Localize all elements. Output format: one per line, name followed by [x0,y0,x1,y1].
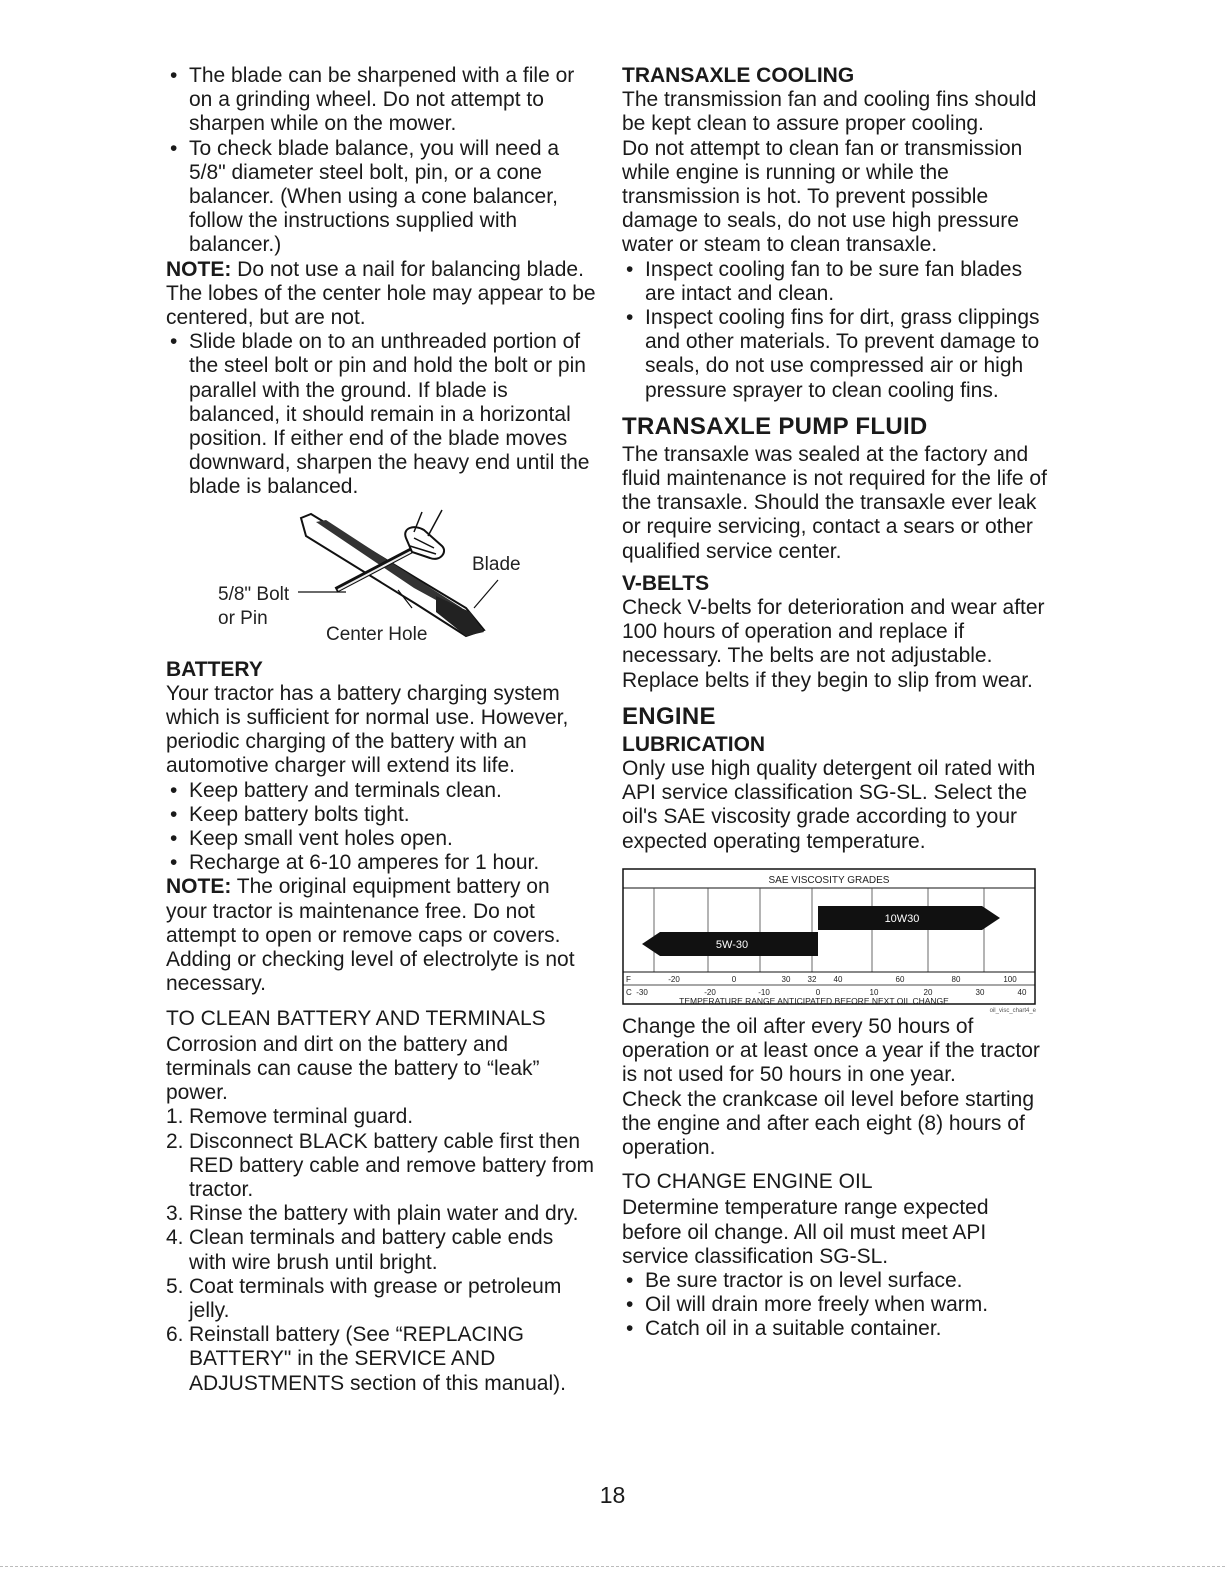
note-text: Do not use a nail for balancing blade. The lobes of the center hole may appear to be centered, but are not. [166,257,596,330]
bullet-item: • Oil will drain more freely when warm. [622,1293,1052,1317]
f-tick: 60 [895,974,905,984]
viscosity-chart-graphic [622,868,1036,1005]
blade-balance-figure [166,508,596,658]
numbered-step [166,1130,596,1203]
step-number: 3. [166,1202,184,1226]
chart-code: oil_visc_chart4_e [989,1007,1036,1014]
note-paragraph [166,258,596,331]
f-tick: 40 [833,974,843,984]
clean-paragraph: Corrosion and dirt on the battery and terminals can cause the battery to “leak” power. [166,1032,540,1105]
label-center-hole: Center Hole [326,623,428,645]
c-tick: -10 [758,987,770,997]
note-paragraph [166,875,596,996]
chart-title: SAE VISCOSITY GRADES [768,874,890,886]
section-heading-lubrication: LUBRICATION [622,732,766,756]
section-heading-engine: ENGINE [622,702,716,730]
change-paragraph: Determine temperature range expected before oil change. All oil must meet API service classification SG-SL. [622,1196,989,1268]
label-bolt: 5/8" Bolt [218,583,290,605]
bar-10w30-label: 10W30 [884,912,920,925]
transaxle-cooling-paragraph: Do not attempt to clean fan or transmission while engine is running or while the transmission is hot. To prevent possible damage to seals, do not use high pressure water or steam to clean transaxle. [622,136,1023,257]
transaxle-cooling-paragraph: The transmission fan and cooling fins should be kept clean to assure proper cooling. [622,88,1037,136]
bullet-item: • Keep small vent holes open. [166,827,596,851]
bottom-divider [0,1566,1225,1567]
c-tick: 20 [923,987,933,997]
right-column [622,64,1052,1342]
section-heading-vbelts: V-BELTS [622,571,710,595]
bullet-item: • Inspect cooling fan to be sure fan blades are intact and clean. [622,258,1052,306]
battery-paragraph: Your tractor has a battery charging system which is sufficient for normal use. However, periodic charging of the battery with an automotive charger will extend its life. [166,681,569,778]
bullet-item: • The blade can be sharpened with a file or on a grinding wheel. Do not attempt to sharpen while on the mower. [166,64,596,137]
section-heading-pump-fluid: TRANSAXLE PUMP FLUID [622,412,928,440]
bullet-item: • Catch oil in a suitable container. [622,1317,1052,1341]
lubrication-paragraph: Only use high quality detergent oil rated with API service classification SG-SL. Select the oil's SAE viscosity grade according to your expected operating temperature. [622,757,1036,853]
step-number: 6. [166,1323,184,1347]
step-number: 2. [166,1129,184,1153]
numbered-step [166,1275,596,1323]
c-label: C [626,987,632,997]
step-text: Reinstall battery (See “REPLACING BATTERY" in the SERVICE AND ADJUSTMENTS section of this manual). [189,1323,566,1395]
section-heading-clean-battery: TO CLEAN BATTERY AND TERMINALS [166,1006,546,1030]
bullet-item: • Be sure tractor is on level surface. [622,1269,1052,1293]
viscosity-chart [622,868,1036,1005]
c-tick: 40 [1017,987,1027,997]
bullet-item: • Keep battery and terminals clean. [166,779,596,803]
step-text: Rinse the battery with plain water and dry. [189,1202,579,1226]
note-label: NOTE: [166,257,232,281]
numbered-step [166,1323,596,1396]
bullet-item: • To check blade balance, you will need a 5/8" diameter steel bolt, pin, or a cone balancer. (When using a cone balancer, follow the instructions supplied with balancer.) [166,137,596,258]
label-blade: Blade [472,553,521,575]
left-column [166,64,596,1396]
chart-caption: TEMPERATURE RANGE ANTICIPATED BEFORE NEXT OIL CHANGE [679,995,949,1005]
change-paragraph: Change the oil after every 50 hours of operation or at least once a year if the tractor is not used for 50 hours in one year. [622,1014,1040,1087]
change-paragraph: Check the crankcase oil level before starting the engine and after each eight (8) hours of operation. [622,1087,1035,1159]
blade-balance-illustration [166,508,596,658]
note-text: The original equipment battery on your tractor is maintenance free. Do not attempt to open or remove caps or covers. Adding or checking level of electrolyte is not necessary. [166,875,575,996]
bullet-item: • Slide blade on to an unthreaded portion of the steel bolt or pin and hold the bolt or pin parallel with the ground. If blade is balanced, it should remain in a horizontal position. If either end of the blade moves downward, sharpen the heavy end until the blade is balanced. [166,330,596,499]
section-heading-change-oil: TO CHANGE ENGINE OIL [622,1170,873,1194]
f-label: F [626,974,631,984]
vbelts-paragraph: Check V-belts for deterioration and wear after 100 hours of operation and replace if necessary. The belts are not adjustable. Replace belts if they begin to slip from wear. [622,596,1045,692]
step-text: Coat terminals with grease or petroleum jelly. [189,1274,562,1322]
label-pin: or Pin [218,607,268,629]
step-text: Clean terminals and battery cable ends with wire brush until bright. [189,1226,554,1274]
f-tick: 0 [731,974,737,984]
f-tick: -20 [668,974,680,984]
step-text: Disconnect BLACK battery cable first then RED battery cable and remove battery from tractor. [189,1129,595,1201]
c-tick: 30 [975,987,985,997]
bullet-item: • Inspect cooling fins for dirt, grass clippings and other materials. To prevent damage to seals, do not use compressed air or high pressure sprayer to clean cooling fins. [622,306,1052,403]
page-number: 18 [599,1482,626,1508]
c-tick: 0 [815,987,821,997]
bar-5w30-label: 5W-30 [715,938,749,951]
c-tick: -30 [636,987,648,997]
step-text: Remove terminal guard. [189,1105,414,1129]
section-heading-transaxle-cooling: TRANSAXLE COOLING [622,64,855,87]
numbered-step [166,1105,596,1129]
numbered-step [166,1226,596,1274]
numbered-step [166,1202,596,1226]
step-number: 1. [166,1105,184,1129]
f-tick: 100 [1003,974,1017,984]
step-number: 4. [166,1226,184,1250]
step-number: 5. [166,1274,184,1298]
f-tick: 80 [951,974,961,984]
bullet-item: • Keep battery bolts tight. [166,803,596,827]
section-heading-battery: BATTERY [166,657,263,681]
pump-paragraph: The transaxle was sealed at the factory and fluid maintenance is not required for the life of the transaxle. Should the transaxle ever leak or require servicing, contact a sears or other qualified service center. [622,442,1047,563]
c-tick: 10 [869,987,879,997]
f-tick: 30 [781,974,791,984]
note-label: NOTE: [166,875,232,899]
bullet-item: • Recharge at 6-10 amperes for 1 hour. [166,851,596,875]
c-tick: -20 [704,987,716,997]
f-tick: 32 [807,974,817,984]
